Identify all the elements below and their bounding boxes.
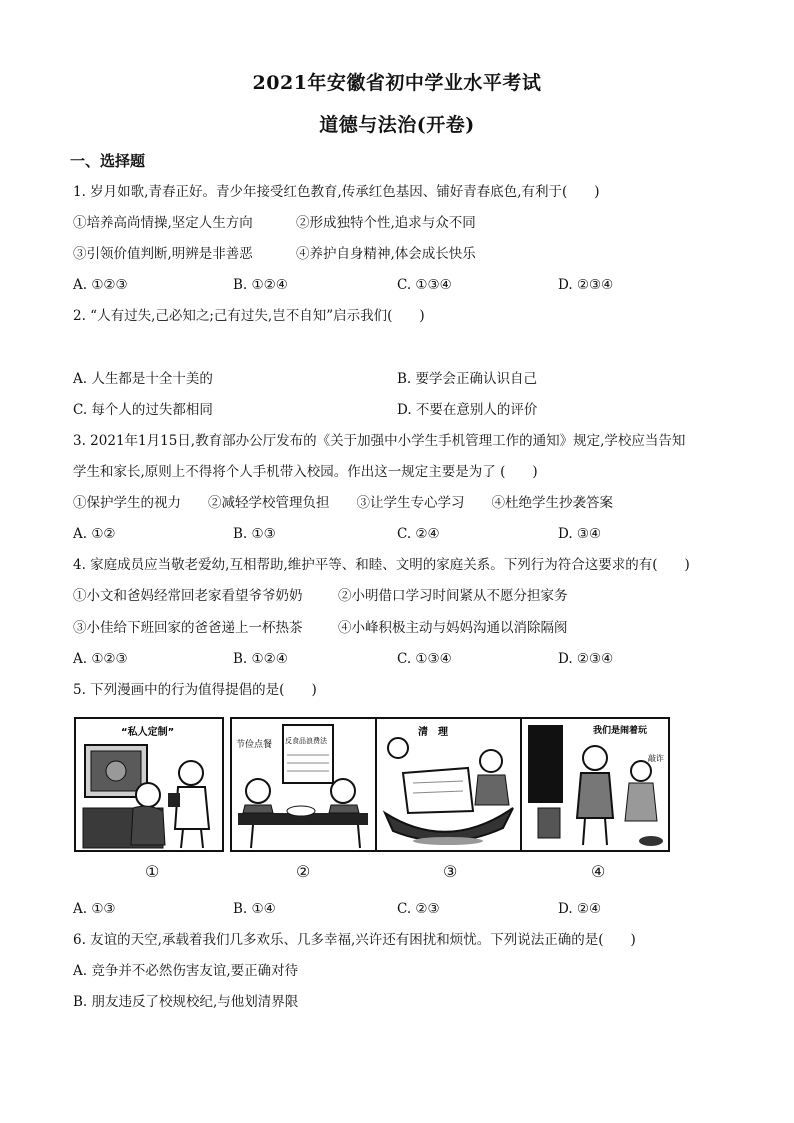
q1-option-d: D. ②③④ bbox=[558, 277, 614, 293]
comic-label-2: ② bbox=[296, 862, 311, 881]
q1-option-c: C. ①③④ bbox=[397, 277, 452, 293]
q2-stem: 2. “人有过失,己必知之;己有过失,岂不自知”启示我们( ) bbox=[73, 308, 425, 324]
panel-1-caption: “私人定制” bbox=[121, 727, 175, 738]
q2-option-b: B. 要学会正确认识自己 bbox=[397, 371, 538, 387]
panel-4-caption: 我们是闹着玩 bbox=[593, 726, 648, 736]
q2-option-a: A. 人生都是十全十美的 bbox=[73, 371, 213, 387]
comic-panel-2 bbox=[231, 718, 376, 851]
comic-panel-1 bbox=[75, 718, 223, 851]
q5-option-b: B. ①④ bbox=[233, 901, 276, 917]
q3-option-d: D. ③④ bbox=[558, 526, 602, 542]
q2-option-d: D. 不要在意别人的评价 bbox=[397, 402, 538, 418]
comic-label-3: ③ bbox=[443, 862, 458, 881]
comic-panel-4 bbox=[521, 718, 669, 851]
q4-statement-1: ①小文和爸妈经常回老家看望爷爷奶奶 bbox=[73, 588, 303, 604]
panel-3-caption: 清 理 bbox=[418, 727, 448, 738]
panel-2-caption: 节俭点餐 bbox=[236, 740, 273, 750]
q4-statement-4: ④小峰积极主动与妈妈沟通以消除隔阂 bbox=[338, 620, 568, 636]
panel-2-poster: 反食品浪费法 bbox=[285, 737, 327, 745]
q1-statement-3: ③引领价值判断,明辨是非善恶 bbox=[73, 246, 253, 262]
q1-option-b: B. ①②④ bbox=[233, 277, 288, 293]
q1-statement-2: ②形成独特个性,追求与众不同 bbox=[296, 215, 476, 231]
q3-statements: ①保护学生的视力 ②减轻学校管理负担 ③让学生专心学习 ④杜绝学生抄袭答案 bbox=[73, 495, 613, 511]
q1-statement-1: ①培养高尚情操,坚定人生方向 bbox=[73, 215, 253, 231]
q5-option-d: D. ②④ bbox=[558, 901, 602, 917]
comic-label-1: ① bbox=[145, 862, 160, 881]
q4-option-c: C. ①③④ bbox=[397, 651, 452, 667]
q6-stem: 6. 友谊的天空,承载着我们几多欢乐、几多幸福,兴许还有困扰和烦忧。下列说法正确的是( ) bbox=[73, 932, 636, 948]
q4-stem: 4. 家庭成员应当敬老爱幼,互相帮助,维护平等、和睦、文明的家庭关系。下列行为符合这要求的有( ) bbox=[73, 557, 690, 573]
q3-option-a: A. ①② bbox=[73, 526, 116, 542]
q4-statement-2: ②小明借口学习时间紧从不愿分担家务 bbox=[338, 588, 568, 604]
panel-4-label: 敲诈 bbox=[648, 754, 664, 763]
section-heading: 一、选择题 bbox=[70, 152, 146, 170]
q3-stem-line1: 3. 2021年1月15日,教育部办公厅发布的《关于加强中小学生手机管理工作的通知》规定,学校应当告知 bbox=[73, 433, 686, 449]
q5-stem: 5. 下列漫画中的行为值得提倡的是( ) bbox=[73, 682, 317, 698]
q3-option-c: C. ②④ bbox=[397, 526, 440, 542]
exam-subtitle: 道德与法治(开卷) bbox=[319, 114, 475, 136]
q1-option-a: A. ①②③ bbox=[73, 277, 128, 293]
q4-option-d: D. ②③④ bbox=[558, 651, 614, 667]
q4-option-a: A. ①②③ bbox=[73, 651, 128, 667]
comic-panel-3 bbox=[376, 718, 521, 851]
q1-statement-4: ④养护自身精神,体会成长快乐 bbox=[296, 246, 476, 262]
q3-option-b: B. ①③ bbox=[233, 526, 276, 542]
q5-option-a: A. ①③ bbox=[73, 901, 116, 917]
q2-option-c: C. 每个人的过失都相同 bbox=[73, 402, 213, 418]
comic-strip bbox=[73, 713, 723, 863]
q5-option-c: C. ②③ bbox=[397, 901, 440, 917]
q4-statement-3: ③小佳给下班回家的爸爸递上一杯热茶 bbox=[73, 620, 303, 636]
q3-stem-line2: 学生和家长,原则上不得将个人手机带入校园。作出这一规定主要是为了 ( ) bbox=[73, 464, 538, 480]
comic-label-4: ④ bbox=[591, 862, 606, 881]
q4-option-b: B. ①②④ bbox=[233, 651, 288, 667]
q1-stem: 1. 岁月如歌,青春正好。青少年接受红色教育,传承红色基因、铺好青春底色,有利于( ) bbox=[73, 184, 600, 200]
q6-option-b: B. 朋友违反了校规校纪,与他划清界限 bbox=[73, 994, 299, 1010]
q6-option-a: A. 竞争并不必然伤害友谊,要正确对待 bbox=[73, 963, 299, 979]
exam-title: 2021年安徽省初中学业水平考试 bbox=[252, 72, 542, 94]
